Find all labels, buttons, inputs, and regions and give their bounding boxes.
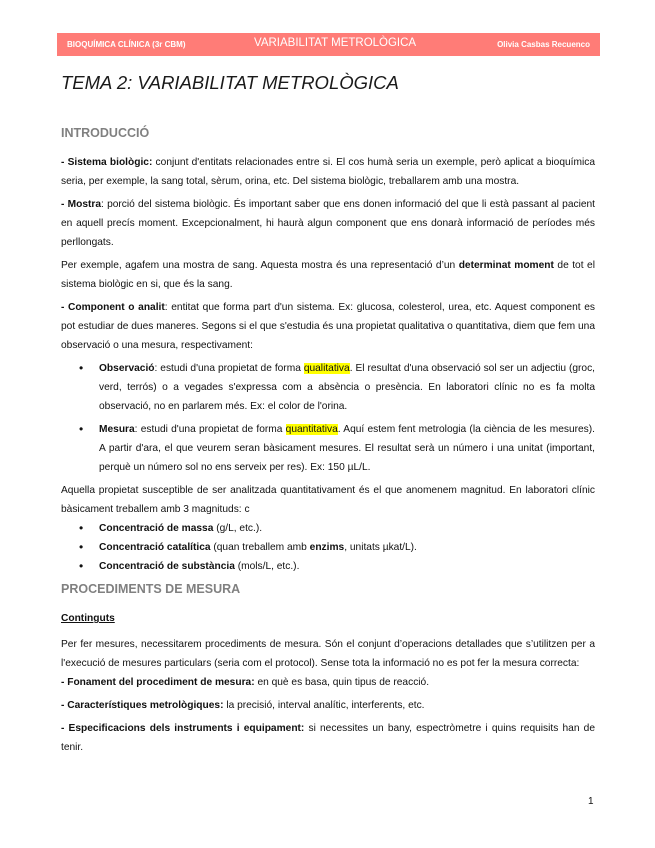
- paragraph: [61, 256, 595, 294]
- bold-term: - Especificacions dels instruments i equipament:: [61, 723, 305, 734]
- list-item: [99, 557, 595, 576]
- text-run: (quan treballem amb: [210, 542, 310, 553]
- page-number: 1: [588, 796, 594, 807]
- bold-term: Concentració de substància: [99, 561, 235, 572]
- bold-term: - Sistema biològic:: [61, 157, 153, 168]
- bold-term: Concentració catalítica: [99, 542, 211, 553]
- text-run: conjunt d'entitats relacionades entre si. El cos humà seria un exemple, però aplicat a bioquímica seria, per exemple, la sang total, sèrum, orina, etc. Del sistema biològic, treballarem amb una mostra.: [61, 157, 595, 187]
- paragraph: [61, 719, 595, 757]
- header-course: BIOQUÍMICA CLÍNICA (3r CBM): [67, 40, 186, 49]
- bold-term: - Fonament del procediment de mesura:: [61, 677, 255, 688]
- paragraph: [61, 195, 595, 252]
- list-item: [99, 359, 595, 416]
- paragraph: [61, 673, 595, 692]
- text-run: . El resultat d'una observació sol ser un adjectiu (groc, verd, terrós) o a vegades s'expressa com a absència o presència. En laboratori clínic no es fa molta observació, no en parlarem més. Ex: el color de l'orina.: [99, 363, 596, 412]
- text-run: si necessites un bany, espectròmetre i quins requisits han de tenir.: [61, 723, 595, 753]
- text-run: (mols/L, etc.).: [234, 561, 300, 572]
- text-run: : entitat que forma part d'un sistema. Ex: glucosa, colesterol, urea, etc. Aquest component es pot estudiar de dues maneres. Segons si el que s'estudia és una propietat qualitativa o quantitativa, diem que fem una observació o una mesura, respectivament:: [61, 302, 595, 351]
- text-run: : porció del sistema biològic. És important saber que ens donen informació del que li està passant al pacient en aquell precís moment. Excepcionalment, hi haurà algun component que ens donarà informació de períodes més perllongats.: [61, 199, 596, 248]
- text-run: Per exemple, agafem una mostra de sang. Aquesta mostra és una representació d’un: [61, 260, 459, 271]
- bold-term: Mesura: [99, 424, 135, 435]
- subheading: Continguts: [61, 613, 115, 624]
- header-topic: VARIABILITAT METROLÒGICA: [254, 37, 417, 49]
- list-item: [99, 519, 595, 538]
- text-run: en què es basa, quin tipus de reacció.: [254, 677, 430, 688]
- header-author: Olivia Casbas Recuenco: [497, 40, 590, 49]
- bold-term: - Mostra: [61, 199, 102, 210]
- bold-term: enzims: [309, 542, 345, 553]
- text-run: : estudi d'una propietat de forma: [134, 424, 286, 435]
- highlighted-text: quantitativa: [285, 424, 338, 435]
- running-header: [57, 33, 600, 56]
- paragraph: [61, 635, 595, 673]
- text-run: Aquella propietat susceptible de ser analitzada quantitativament és el que anomenem magnitud. En laboratori clínic bàsicament treballem amb 3 magnituds: c: [61, 485, 595, 515]
- bold-term: Concentració de massa: [99, 523, 214, 534]
- text-run: la precisió, interval analític, interferents, etc.: [223, 700, 425, 711]
- bold-term: - Component o analit: [61, 302, 165, 313]
- bold-term: determinat moment: [458, 260, 554, 271]
- paragraph: [61, 481, 595, 519]
- list-item: [99, 538, 595, 557]
- paragraph: [61, 298, 595, 355]
- paragraph: [61, 153, 595, 191]
- section-heading: PROCEDIMENTS DE MESURA: [61, 582, 241, 596]
- text-run: de tot el sistema biològic en si, que és la sang.: [61, 260, 595, 290]
- list-item: [99, 420, 595, 477]
- bold-term: Observació: [99, 363, 155, 374]
- section-heading: INTRODUCCIÓ: [61, 126, 150, 140]
- text-run: : estudi d'una propietat de forma: [154, 363, 304, 374]
- text-run: , unitats µkat/L).: [344, 542, 417, 553]
- bold-term: - Característiques metrològiques:: [61, 700, 224, 711]
- text-run: . Aquí estem fent metrologia (la ciència de les mesures). A partir d'ara, el que veurem seran bàsicament mesures. El resultat serà un número i una unitat (important, perquè un número sol no ens serveix per res). Ex: 150 µL/L.: [99, 424, 595, 473]
- document-body: [61, 124, 595, 761]
- text-run: Per fer mesures, necessitarem procediments de mesura. Són el conjunt d’operacions detallades que s’utilitzen per a l'execució de mesures particulars (seria com el protocol). Sense tota la informació no es pot fer la mesura correcta:: [61, 639, 595, 669]
- bullet-list: [61, 519, 595, 576]
- highlighted-text: qualitativa: [303, 363, 350, 374]
- bullet-list: [61, 359, 595, 477]
- paragraph: [61, 696, 595, 715]
- text-run: (g/L, etc.).: [213, 523, 263, 534]
- document-title: TEMA 2: VARIABILITAT METROLÒGICA: [61, 72, 399, 93]
